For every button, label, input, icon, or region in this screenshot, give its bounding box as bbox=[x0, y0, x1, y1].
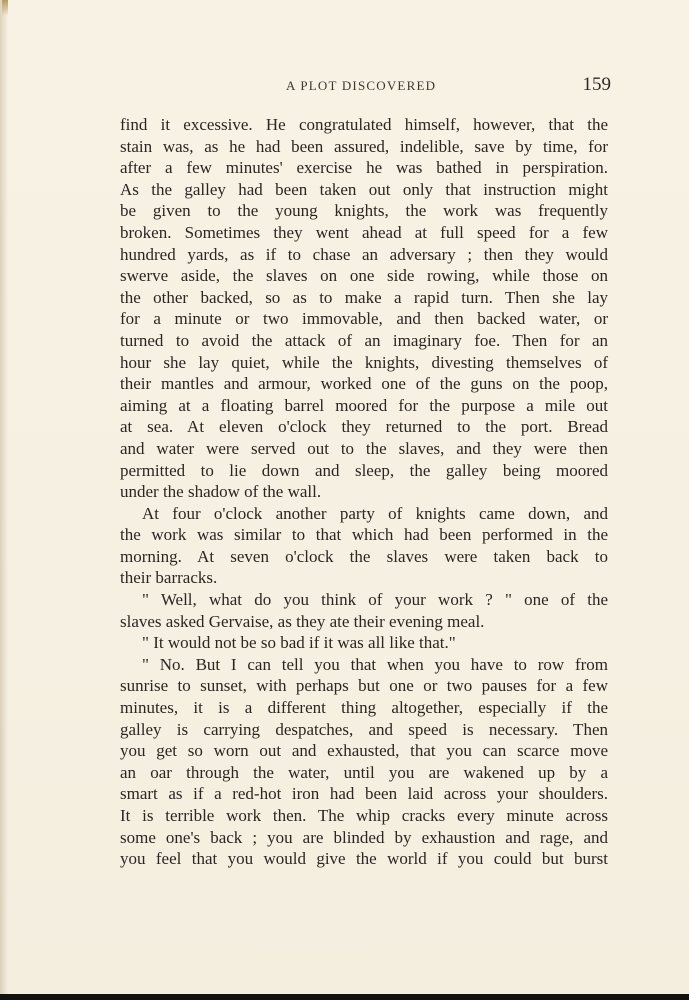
text-line: slaves asked Gervaise, as they ate their evening meal. bbox=[120, 611, 485, 631]
text-line: you get so worn out and exhausted, that you can scarce move bbox=[120, 741, 608, 761]
text-line: morning. At seven o'clock the slaves were taken back to bbox=[120, 546, 608, 566]
running-head bbox=[120, 74, 611, 100]
text-line: " No. But I can tell you that when you have to row from bbox=[142, 654, 608, 674]
text-line: At four o'clock another party of knights came down, and bbox=[142, 503, 608, 523]
text-line: smart as if a red-hot iron had been laid across your shoulders. bbox=[120, 784, 608, 804]
text-line: and water were served out to the slaves, and they were then bbox=[120, 438, 608, 458]
text-line: minutes, it is a different thing altogether, especially if the bbox=[120, 698, 608, 718]
body-text bbox=[120, 114, 608, 870]
text-line: under the shadow of the wall. bbox=[120, 482, 322, 502]
text-line: broken. Sometimes they went ahead at full speed for a few bbox=[120, 222, 608, 242]
text-line: the work was similar to that which had been performed in the bbox=[120, 525, 608, 545]
running-title: A PLOT DISCOVERED bbox=[286, 78, 437, 93]
text-line: swerve aside, the slaves on one side rowing, while those on bbox=[120, 266, 608, 286]
text-line: their mantles and armour, worked one of the guns on the poop, bbox=[120, 374, 608, 394]
page-edge-shadow bbox=[0, 0, 8, 1000]
bottom-border bbox=[0, 994, 689, 1000]
text-line: aiming at a floating barrel moored for the purpose a mile out bbox=[120, 395, 608, 415]
corner-mark bbox=[2, 0, 8, 16]
text-line: As the galley had been taken out only that instruction might bbox=[120, 179, 608, 199]
text-line: some one's back ; you are blinded by exhaustion and rage, and bbox=[120, 827, 608, 847]
text-line: " It would not be so bad if it was all like that." bbox=[142, 633, 456, 653]
text-line: sunrise to sunset, with perhaps but one or two pauses for a few bbox=[120, 676, 608, 696]
text-line: hundred yards, as if to chase an adversary ; then they would bbox=[120, 244, 608, 264]
text-line: their barracks. bbox=[120, 568, 218, 588]
text-line: galley is carrying despatches, and speed is necessary. Then bbox=[120, 719, 608, 739]
text-line: It is terrible work then. The whip cracks every minute across bbox=[120, 806, 608, 825]
text-line: an oar through the water, until you are wakened up by a bbox=[120, 762, 608, 782]
text-line: after a few minutes' exercise he was bathed in perspiration. bbox=[120, 158, 608, 178]
text-line: for a minute or two immovable, and then backed water, or bbox=[120, 309, 608, 329]
text-line: you feel that you would give the world if you could but burst bbox=[120, 849, 608, 869]
page-number: 159 bbox=[582, 74, 611, 95]
text-line: find it excessive. He congratulated himself, however, that the bbox=[120, 115, 608, 134]
text-line: be given to the young knights, the work was frequently bbox=[120, 201, 608, 221]
text-line: the other backed, so as to make a rapid turn. Then she lay bbox=[120, 287, 608, 307]
text-line: stain was, as he had been assured, indelible, save by time, for bbox=[120, 136, 608, 156]
text-line: at sea. At eleven o'clock they returned to the port. Bread bbox=[120, 417, 608, 437]
text-line: " Well, what do you think of your work ? " one of the bbox=[142, 590, 608, 610]
text-line: permitted to lie down and sleep, the galley being moored bbox=[120, 460, 608, 480]
text-line: hour she lay quiet, while the knights, divesting themselves of bbox=[120, 352, 608, 372]
text-line: turned to avoid the attack of an imaginary foe. Then for an bbox=[120, 330, 608, 350]
